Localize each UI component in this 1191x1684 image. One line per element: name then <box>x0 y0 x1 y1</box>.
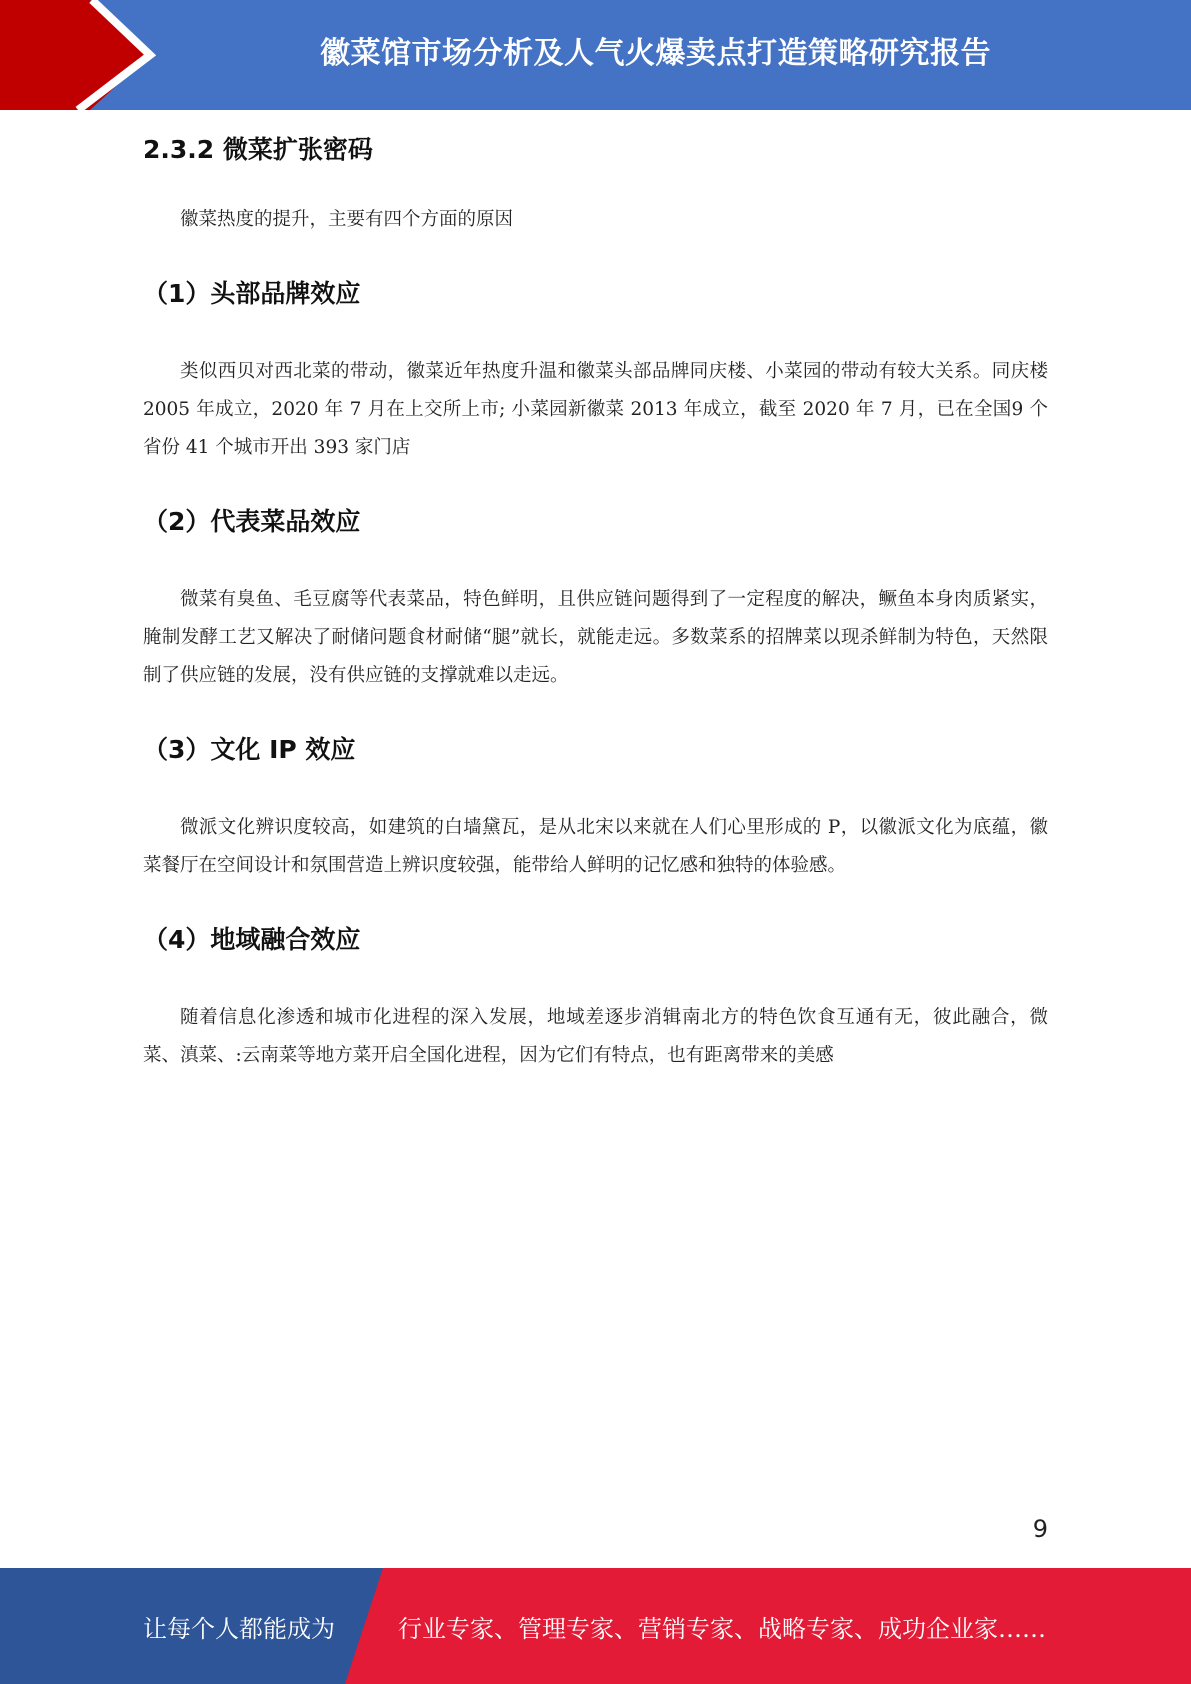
header-arrow-decoration <box>0 0 160 110</box>
subsection-text-3: 微派文化辨识度较高，如建筑的白墙黛瓦，是从北宋以来就在人们心里形成的 P，以徽派文化为底蕴，徽菜餐厅在空间设计和氛围营造上辨识度较强，能带给人鲜明的记忆感和独特的体验感。 <box>143 817 1048 876</box>
page-footer <box>0 1568 1191 1684</box>
subsection-title-4: （4）地域融合效应 <box>143 925 361 954</box>
section-title: 2.3.2 微菜扩张密码 <box>143 135 373 164</box>
header-red-chevron <box>0 0 150 110</box>
subsection-title-2: （2）代表菜品效应 <box>143 507 361 536</box>
page-header <box>0 0 1191 110</box>
report-title: 徽菜馆市场分析及人气火爆卖点打造策略研究报告 <box>320 36 991 71</box>
page-content <box>143 125 1048 1075</box>
subsection-text-1: 类似西贝对西北菜的带动，徽菜近年热度升温和徽菜头部品牌同庆楼、小菜园的带动有较大关系。同庆楼 2005 年成立，2020 年 7 月在上交所上市; 小菜园新徽菜 2013 年成立，截至 2020 年 7 月，已在全国9 个省份 41 个城市开出 393 家门店 <box>143 361 1048 458</box>
footer-slogan-right: 行业专家、管理专家、营销专家、战略专家、成功企业家…… <box>398 1614 1046 1643</box>
page-number: 9 <box>1032 1515 1048 1543</box>
subsection-text-2: 微菜有臭鱼、毛豆腐等代表菜品，特色鲜明，且供应链问题得到了一定程度的解决，鳜鱼本身肉质紧实，腌制发酵工艺又解决了耐储问题食材耐储“腿”就长，就能走远。多数菜系的招牌菜以现杀鲜制为特色，天然限制了供应链的发展，没有供应链的支撑就难以走远。 <box>143 589 1048 686</box>
subsection-text-4: 随着信息化渗透和城市化进程的深入发展，地域差逐步消辑南北方的特色饮食互通有无，彼此融合，微菜、滇菜、:云南菜等地方菜开启全国化进程，因为它们有特点，也有距离带来的美感 <box>143 1007 1048 1066</box>
section-intro: 徽菜热度的提升，主要有四个方面的原因 <box>180 209 514 230</box>
subsection-title-3: （3）文化 IP 效应 <box>143 735 356 764</box>
footer-slogan-left: 让每个人都能成为 <box>143 1614 335 1643</box>
subsection-title-1: （1）头部品牌效应 <box>143 279 361 308</box>
